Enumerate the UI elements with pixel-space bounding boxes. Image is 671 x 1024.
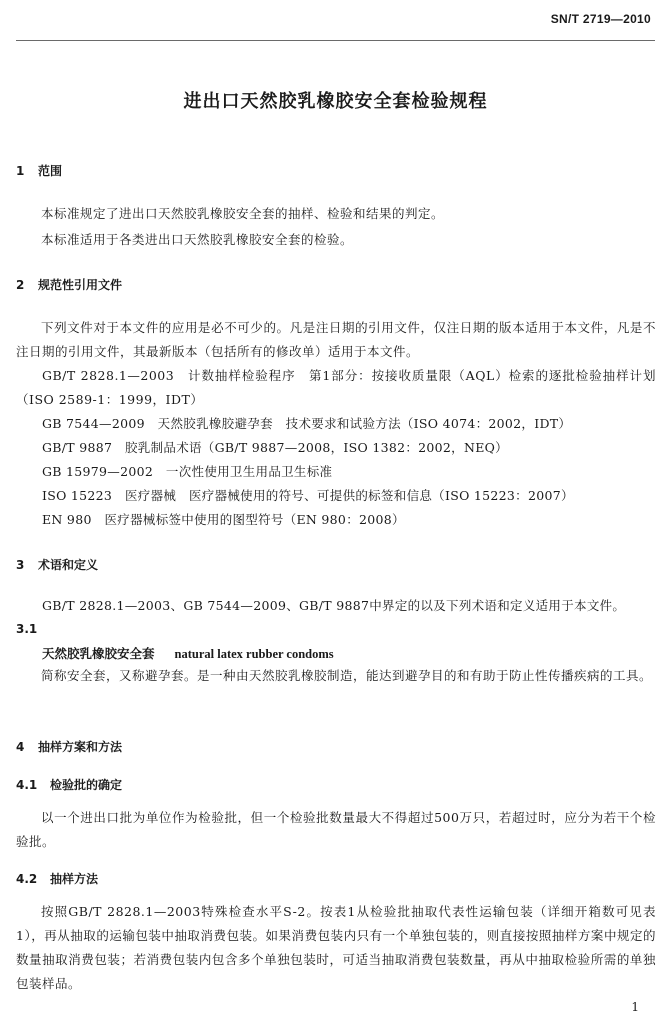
section-number: 2 — [16, 278, 25, 292]
subsection-4-1-paragraph: 以一个进出口批为单位作为检验批，但一个检验批数量最大不得超过500万只，若超过时，应分为若干个检验批。 — [16, 810, 656, 849]
section-number: 1 — [16, 164, 25, 178]
term-english: natural latex rubber condoms — [174, 647, 334, 661]
section-title: 范围 — [38, 164, 63, 178]
subsection-number: 4.1 — [16, 778, 38, 792]
subsection-4-2-paragraph: 按照GB/T 2828.1—2003特殊检查水平S-2。按表1从检验批抽取代表性运输包装（详细开箱数可见表1），再从抽取的运输包装中抽取消费包装。如果消费包装内只有一个单独包装的，则直接按照抽样方案中规定的数量抽取消费包装；若消费包装内包含多个单独包装时，可适当抽取消费包装数量，再从中抽取检验所需的单独包装样品。 — [16, 904, 656, 991]
subsection-4-2-heading — [16, 870, 98, 887]
section-1-paragraph-1: 本标准规定了进出口天然胶乳橡胶安全套的抽样、检验和结果的判定。 — [41, 206, 445, 221]
reference-gb-15979: GB 15979—2002 一次性使用卫生用品卫生标准 — [42, 464, 333, 479]
section-2-paragraph: 下列文件对于本文件的应用是必不可少的。凡是注日期的引用文件，仅注日期的版本适用于本文件，凡是不注日期的引用文件，其最新版本（包括所有的修改单）适用于本文件。 — [16, 320, 656, 359]
section-2-heading — [16, 276, 122, 293]
reference-gb-t-2828: GB/T 2828.1—2003 计数抽样检验程序 第1部分：按接收质量限（AQL）检索的逐批检验抽样计划（ISO 2589-1：1999，IDT） — [16, 368, 656, 407]
section-3-heading — [16, 556, 98, 573]
page-number: 1 — [631, 1000, 639, 1014]
reference-en-980: EN 980 医疗器械标签中使用的图型符号（EN 980：2008） — [42, 512, 405, 527]
document-title: 进出口天然胶乳橡胶安全套检验规程 — [183, 91, 488, 112]
subsection-number: 4.2 — [16, 872, 38, 886]
header-rule — [16, 40, 655, 41]
subsection-4-1-heading — [16, 776, 122, 793]
section-number: 3 — [16, 558, 25, 572]
reference-gb-7544: GB 7544—2009 天然胶乳橡胶避孕套 技术要求和试验方法（ISO 4074：2002，IDT） — [42, 416, 572, 431]
term-chinese: 天然胶乳橡胶安全套 — [42, 646, 155, 661]
section-4-heading — [16, 738, 122, 755]
section-title: 术语和定义 — [38, 558, 99, 572]
section-1-heading — [16, 162, 62, 179]
section-number: 4 — [16, 740, 25, 754]
term-3-1-number: 3.1 — [16, 622, 38, 636]
reference-iso-15223: ISO 15223 医疗器械 医疗器械使用的符号、可提供的标签和信息（ISO 15223：2007） — [42, 488, 574, 503]
section-title: 抽样方案和方法 — [38, 740, 123, 754]
standard-code: SN/T 2719—2010 — [550, 12, 651, 26]
section-3-paragraph: GB/T 2828.1—2003、GB 7544—2009、GB/T 9887中界定的以及下列术语和定义适用于本文件。 — [42, 598, 626, 613]
term-3-1-name — [42, 644, 334, 662]
subsection-title: 抽样方法 — [50, 872, 99, 886]
section-1-paragraph-2: 本标准适用于各类进出口天然胶乳橡胶安全套的检验。 — [41, 232, 354, 247]
reference-gb-t-9887: GB/T 9887 胶乳制品术语（GB/T 9887—2008，ISO 1382：2002，NEQ） — [42, 440, 508, 455]
section-title: 规范性引用文件 — [38, 278, 123, 292]
term-3-1-definition: 简称安全套，又称避孕套。是一种由天然胶乳橡胶制造，能达到避孕目的和有助于防止性传播疾病的工具。 — [41, 668, 653, 683]
subsection-title: 检验批的确定 — [50, 778, 123, 792]
